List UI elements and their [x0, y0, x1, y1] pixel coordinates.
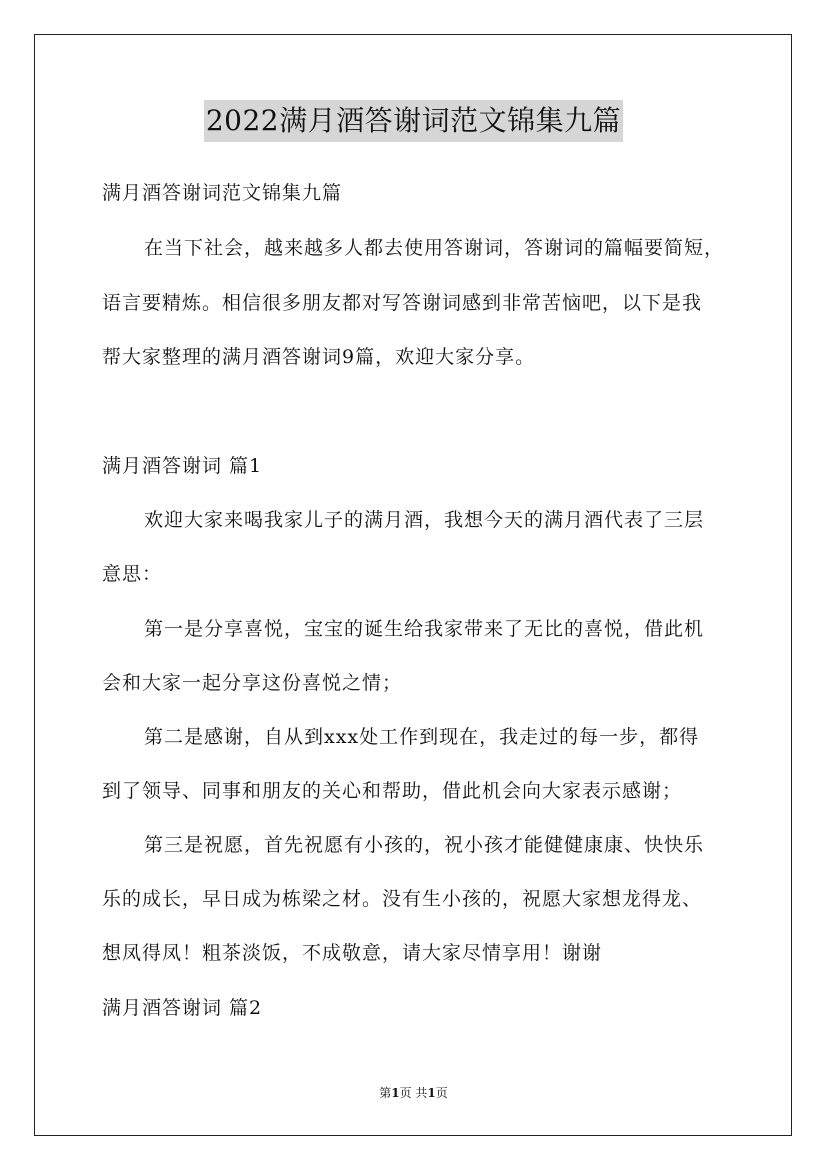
- footer-page-current: 1: [391, 1086, 400, 1100]
- section-1-line-5: 第二是感谢，自从到xxx处工作到现在，我走过的每一步，都得: [144, 726, 700, 748]
- intro-line-1: 在当下社会，越来越多人都去使用答谢词，答谢词的篇幅要简短，: [144, 237, 725, 259]
- footer-page-prefix: 第: [379, 1086, 392, 1100]
- document-subtitle: 满月酒答谢词范文锦集九篇: [102, 182, 343, 204]
- section-1-heading: 满月酒答谢词 篇1: [102, 455, 263, 477]
- intro-line-2: 语言要精炼。相信很多朋友都对写答谢词感到非常苦恼吧，以下是我: [102, 292, 703, 314]
- section-1-line-1: 欢迎大家来喝我家儿子的满月酒，我想今天的满月酒代表了三层: [144, 509, 705, 531]
- section-1-line-8: 乐的成长，早日成为栋梁之材。没有生小孩的，祝愿大家想龙得龙、: [102, 888, 703, 910]
- intro-line-3: 帮大家整理的满月酒答谢词9篇，欢迎大家分享。: [102, 346, 536, 368]
- footer-page-total: 1: [427, 1086, 436, 1100]
- document-title: 2022满月酒答谢词范文锦集九篇: [204, 100, 623, 142]
- section-1-line-3: 第一是分享喜悦，宝宝的诞生给我家带来了无比的喜悦，借此机: [144, 618, 705, 640]
- section-1-line-2: 意思：: [102, 563, 163, 585]
- page-footer: [0, 1085, 827, 1101]
- section-1-line-7: 第三是祝愿，首先祝愿有小孩的，祝小孩才能健健康康、快快乐: [144, 834, 705, 856]
- title-container: [0, 100, 827, 142]
- section-2-heading: 满月酒答谢词 篇2: [102, 997, 263, 1019]
- footer-page-suffix: 页: [435, 1086, 448, 1100]
- section-1-line-9: 想凤得凤！粗茶淡饭，不成敬意，请大家尽情享用！谢谢: [102, 942, 603, 964]
- footer-page-mid: 页 共: [399, 1086, 428, 1100]
- section-1-line-4: 会和大家一起分享这份喜悦之情；: [102, 672, 403, 694]
- section-1-line-6: 到了领导、同事和朋友的关心和帮助，借此机会向大家表示感谢；: [102, 780, 683, 802]
